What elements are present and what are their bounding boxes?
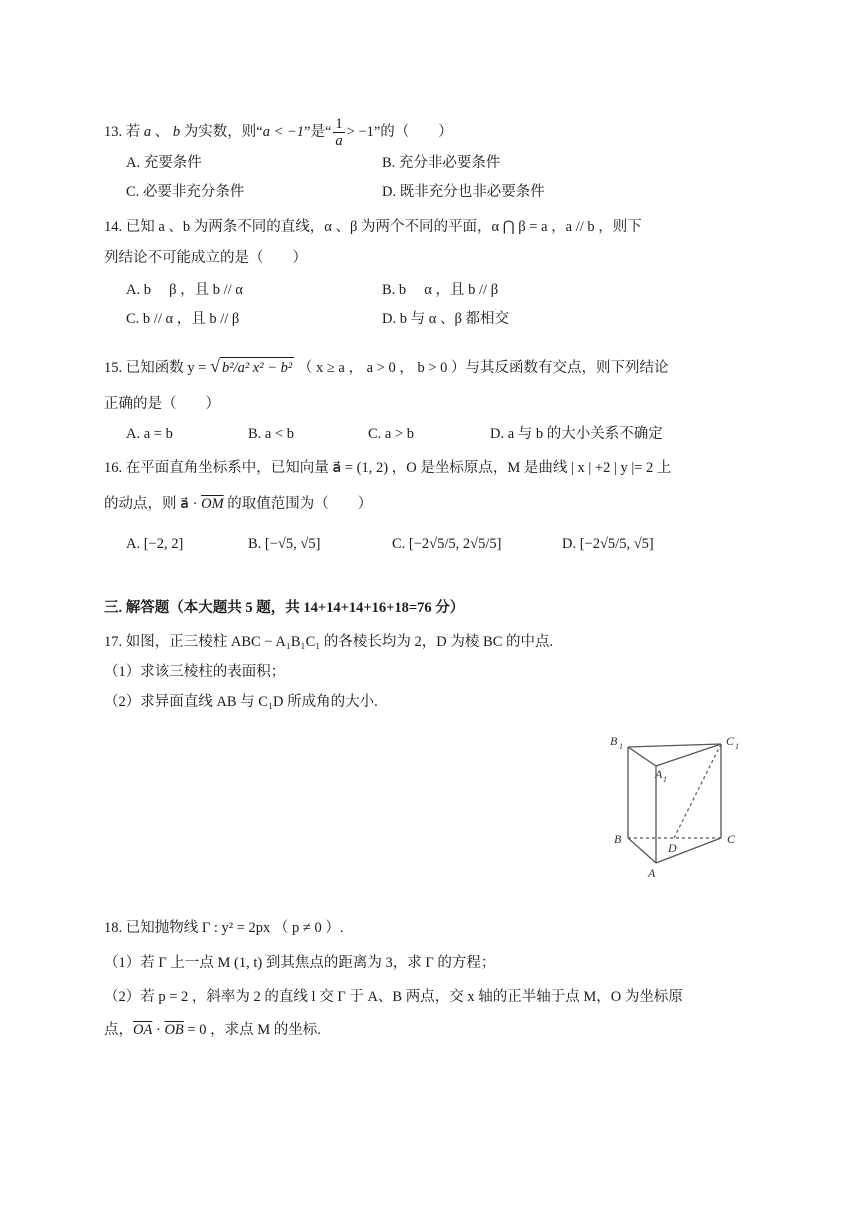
label-b1: B [610, 734, 618, 748]
q15-option-b: B. a < b [248, 426, 295, 442]
q13-frac-num: 1 [335, 116, 343, 132]
q18-part2: （2）若 p = 2 ，斜率为 2 的直线 l 交 Γ 于 A、B 两点，交 x 轴的正半轴于点 M，O 为坐标原 [104, 989, 683, 1005]
q13-frac-den: a [335, 133, 343, 149]
q14-line2: 列结论不可能成立的是（ ） [104, 250, 307, 266]
q13-stem-b: 、 [154, 123, 170, 140]
label-a: A [648, 866, 656, 880]
q17-line1: 17. 如图，正三棱柱 ABC − A₁B₁C₁ 的各棱长均为 2，D 为棱 BC 的中点. [104, 634, 554, 650]
label-b1-sub: 1 [619, 742, 623, 751]
label-d: D [668, 841, 677, 855]
q15-pre: 15. 已知函数 y = [104, 360, 207, 376]
q13-stem-a: 13. 若 [104, 123, 141, 140]
q16-option-a: A. [−2, 2] [126, 536, 184, 552]
q13-option-d: D. 既非充分也非必要条件 [382, 184, 545, 200]
q13-option-b: B. 充分非必要条件 [382, 155, 501, 171]
edge-b1a1 [628, 747, 656, 766]
label-c: C [727, 832, 736, 846]
q18-part3-post: = 0 ，求点 M 的坐标. [183, 1022, 321, 1038]
q13-stem-c: 为实数，则“ [183, 123, 263, 140]
q13-cond1: a < −1 [262, 123, 305, 140]
q18-vector-ob: $\overline{OB}$ [164, 1022, 184, 1038]
prism-figure [606, 728, 746, 880]
q17-part1: （1）求该三棱柱的表面积； [104, 664, 286, 680]
q13-fraction [333, 116, 344, 149]
q18-line1: 18. 已知抛物线 Γ : y² = 2px （ p ≠ 0 ）. [104, 920, 344, 936]
q14-option-c: C. b // α ，且 b // β [126, 311, 240, 327]
q14-option-a: A. b β ，且 b // α [126, 282, 243, 298]
q18-part1: （1）若 Γ 上一点 M (1, t) 到其焦点的距离为 3，求 Γ 的方程； [104, 955, 496, 971]
q18-dot: · [152, 1022, 165, 1038]
label-a1: A [655, 767, 663, 781]
q16-pre: 的动点，则 a⃗ · [104, 496, 202, 512]
q15-option-d: D. a 与 b 的大小关系不确定 [490, 426, 663, 442]
q18-part3 [104, 1020, 321, 1040]
q13-cond2: > −1 [346, 123, 374, 140]
edge-b1c1 [628, 744, 721, 747]
q15-option-c: C. a > b [368, 426, 415, 442]
label-c1: C [726, 734, 735, 748]
q18-vector-oa: $\overline{OA}$ [133, 1022, 153, 1038]
q13-stem-e: ”的（ ） [373, 123, 453, 140]
q16-vector-om: $\overline{OM}$ [201, 496, 224, 512]
q15-post: （ x ≥ a ， a > 0 ， b > 0 ）与其反函数有交点，则下列结论 [297, 360, 669, 376]
q14-option-b: B. b α ，且 b // β [382, 282, 499, 298]
q13-stem: 13. 若 a 、 b 为实数，则“a < −1”是“ $\frac{1}{a}$ > −1”的（ ） [104, 116, 453, 149]
q15-radicand: b²/a² x² − b² [220, 357, 294, 378]
q14-line1: 14. 已知 a 、b 为两条不同的直线，α 、β 为两个不同的平面，α ⋂ β = a ，a // b ，则下 [104, 219, 642, 235]
q15-line1: 15. 已知函数 y = √ b²/a² x² − b² （ x ≥ a ， a > 0 ， b > 0 ）与其反函数有交点，则下列结论 [104, 356, 669, 376]
q13-stem-d: ”是“ [304, 123, 332, 140]
label-a1-sub: 1 [663, 775, 667, 784]
q13-option-c: C. 必要非充分条件 [126, 184, 245, 200]
q18-part3-pre: 点， [104, 1022, 133, 1038]
q16-line2 [104, 494, 372, 514]
q16-option-d: D. [−2√5/5, √5] [562, 536, 654, 552]
edge-ba [628, 838, 656, 863]
q13-option-a: A. 充要条件 [126, 155, 202, 171]
section-heading: 三. 解答题（本大题共 5 题，共 14+14+14+16+18=76 分） [104, 600, 465, 616]
q14-option-d: D. b 与 α 、β 都相交 [382, 311, 509, 327]
label-c1-sub: 1 [735, 742, 739, 751]
edge-ac [656, 838, 721, 863]
q16-option-b: B. [−√5, √5] [248, 536, 321, 552]
q16-option-c: C. [−2√5/5, 2√5/5] [392, 536, 502, 552]
q15-option-a: A. a = b [126, 426, 173, 442]
q17-part2: （2）求异面直线 AB 与 C₁D 所成角的大小. [104, 694, 378, 710]
q15-line2: 正确的是（ ） [104, 396, 220, 412]
q16-post: 的取值范围为（ ） [223, 496, 373, 512]
label-b: B [614, 832, 622, 846]
q16-line1: 16. 在平面直角坐标系中，已知向量 a⃗ = (1, 2) ，O 是坐标原点，M 是曲线 | x | +2 | y |= 2 上 [104, 460, 672, 476]
